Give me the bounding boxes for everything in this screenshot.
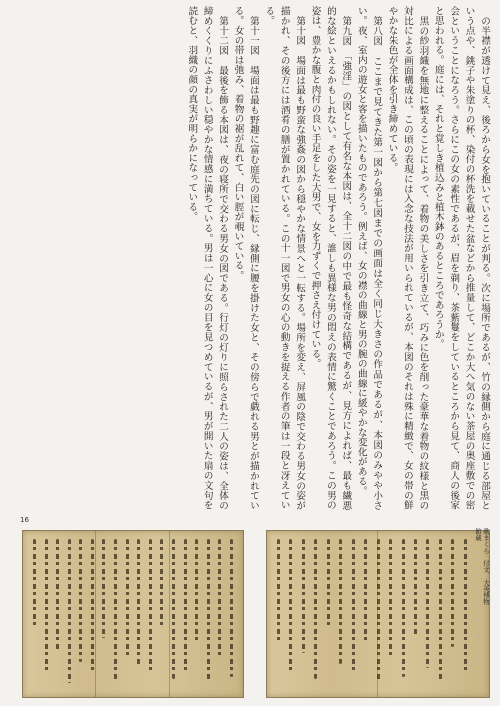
figure-strip [22, 520, 490, 694]
article-body [10, 6, 492, 510]
paragraph: 黒の紗羽織を無地に整えることによって、着物の美しさを引き立て、巧みに色を削った豪華な着物の紋様と黒の対比による画面構成は、この頃の表現には入念な技法が用いられているが、本図のそれは殊に精緻で、女の帯の鮮やかな朱色が全体を引き締めている。 [386, 6, 429, 510]
paragraph: 第九図 「強淫」の図として有名な本図は、全十二図の中で最も怪奇な結構であるが、見方によれば、最も繊悪的な絵といえるかもしれない。その姿を一見すると、誰しも異様な男の悶えの表情に驚くことであろう。この男の姿は、豊かな腹と肉付の良い手足をした大男で、女を力ずくで押さえ付けている。 [309, 6, 352, 510]
calligraphy-text-image [33, 539, 233, 689]
paragraph: 第十図 場面は最も野蛮な強姦の図から穏やかな情景へと一転する。場所を変え、屏風の陰で交わる男女の姿が描かれ、その後方には酒肴の膳が置かれている。この十一図で男女の心の動きを捉える作者の筆は一段と冴えている。 [263, 6, 306, 510]
vertical-text-column [10, 6, 492, 510]
handscroll-image-right [266, 530, 490, 698]
page-number: 16 [20, 516, 29, 524]
calligraphy-text-image [277, 539, 467, 689]
paragraph: の半襟が透けて見え、後ろから女を抱いていることが判る。次に場所であるが、竹の縁側から庭に通じる部屋という点や、銚子や朱塗りの杯、染付の杯洗を載せた盆などから推量して、どこか大へ気のない茶屋の奥座敷での密会ということになろう。さらにこの女の素性であるが、眉を剃り、茶紫鬘をしているところから見て、商人の後家と思われる。庭には、それと覚しき植込みと植木鉢のあるところであろうか。 [432, 6, 490, 510]
paragraph: 第十一図 場面は最も野趣に富む庭先の図に転じ、縁側に腰を掛けた女と、その傍らで戯れる男とが描かれている。女の帯は弛み、着物の裾が乱れて、白い脛が覗いている。 [232, 6, 259, 510]
handscroll-image-left [22, 530, 244, 698]
figure-caption: 歌まくら 付文 大英博物館蔵 [474, 528, 490, 605]
paragraph: 第十二図 最後を飾る本図は、夜の寝所で交わる男女の図である。行灯の灯りに照らされた二人の姿は、全体の締めくくりにふさわしい穏やかな情感に満ちている。男は一心に女の目を見つめているが、男が開いた扇の文句を読むと、羽織の顔の真実が明らかになっている。 [186, 6, 229, 510]
paragraph: 第八図 ここまで見てきた第一図から第七図までの画面は全く同じ大きさの作品であるが、本図のみやや小さい。夜、室内の遊女と客を描いたものであろう。例えば、女の襟の曲線と男の腕の曲線に緩やかな変化がある。 [355, 6, 383, 510]
